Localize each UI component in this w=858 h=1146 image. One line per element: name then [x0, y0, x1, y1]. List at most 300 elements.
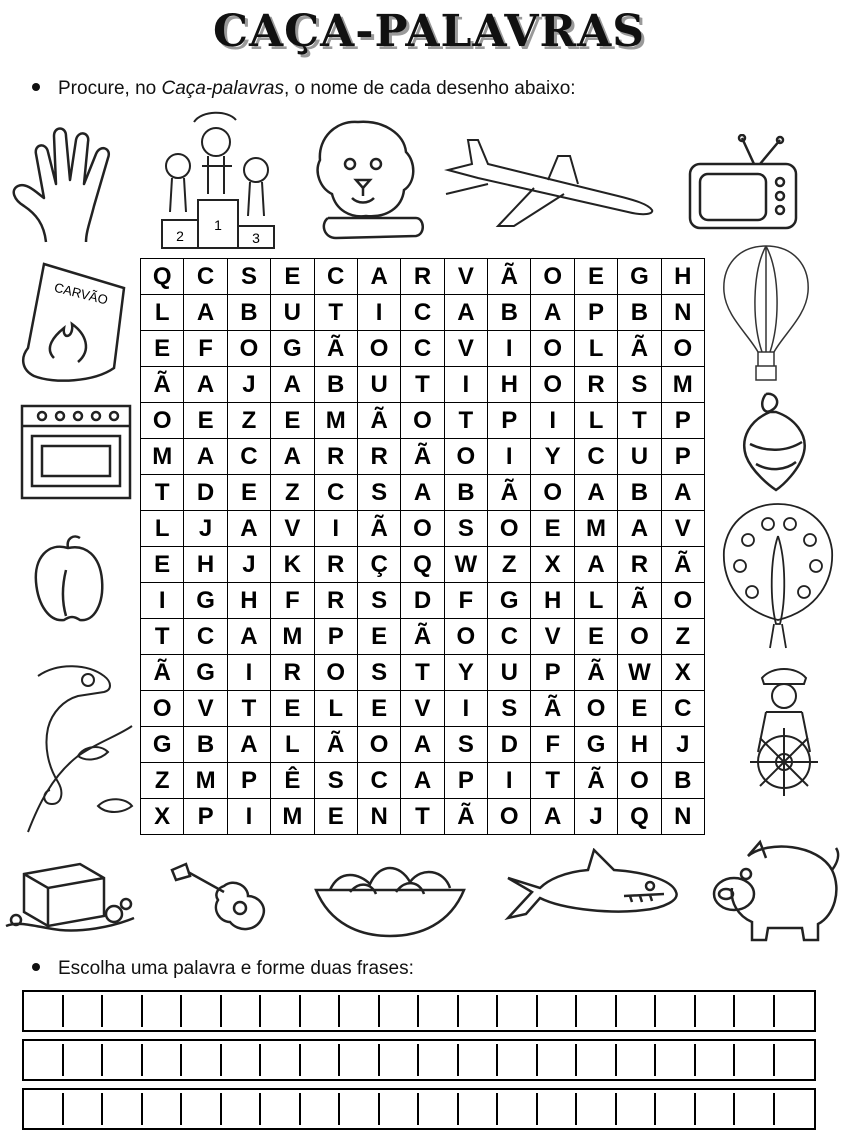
grid-cell: C: [488, 619, 531, 655]
writing-box[interactable]: [577, 1093, 617, 1125]
writing-box[interactable]: [459, 995, 499, 1027]
grid-cell: Y: [531, 439, 574, 475]
grid-cell: G: [184, 583, 227, 619]
grid-cell: J: [228, 547, 271, 583]
pasta-icon: [310, 854, 470, 938]
grid-cell: M: [662, 367, 705, 403]
podium-children-icon: [152, 108, 282, 250]
grid-cell: O: [228, 331, 271, 367]
grid-cell: O: [401, 403, 444, 439]
grid-cell: C: [184, 619, 227, 655]
spinning-top-icon: [736, 390, 810, 494]
grid-cell: Ã: [358, 403, 401, 439]
grid-cell: L: [315, 691, 358, 727]
writing-box[interactable]: [656, 1093, 696, 1125]
grid-cell: C: [662, 691, 705, 727]
grid-cell: S: [618, 367, 661, 403]
grid-cell: L: [575, 583, 618, 619]
grid-cell: E: [184, 403, 227, 439]
grid-cell: Ã: [488, 259, 531, 295]
grid-cell: V: [445, 331, 488, 367]
grid-cell: H: [488, 367, 531, 403]
grid-cell: Ã: [401, 619, 444, 655]
grid-cell: P: [228, 763, 271, 799]
grid-cell: Q: [401, 547, 444, 583]
grid-cell: A: [228, 511, 271, 547]
bell-pepper-icon: [30, 530, 108, 626]
grid-cell: A: [184, 295, 227, 331]
writing-box[interactable]: [419, 995, 459, 1027]
grid-cell: O: [618, 619, 661, 655]
grid-cell: U: [488, 655, 531, 691]
grid-cell: R: [618, 547, 661, 583]
writing-box[interactable]: [222, 1044, 262, 1076]
grid-cell: J: [662, 727, 705, 763]
grid-cell: Ç: [358, 547, 401, 583]
grid-cell: Z: [662, 619, 705, 655]
grid-cell: Ã: [575, 655, 618, 691]
writing-box[interactable]: [64, 1044, 104, 1076]
grid-cell: L: [575, 403, 618, 439]
grid-cell: C: [184, 259, 227, 295]
writing-box[interactable]: [538, 1044, 578, 1076]
grid-cell: G: [575, 727, 618, 763]
grid-cell: Ã: [531, 691, 574, 727]
writing-box[interactable]: [735, 995, 775, 1027]
grid-cell: A: [228, 727, 271, 763]
grid-cell: S: [358, 475, 401, 511]
writing-box[interactable]: [617, 1093, 657, 1125]
grid-cell: V: [184, 691, 227, 727]
grid-cell: H: [618, 727, 661, 763]
writing-box[interactable]: [340, 995, 380, 1027]
grid-cell: B: [315, 367, 358, 403]
soap-icon: [0, 856, 138, 936]
grid-cell: O: [531, 475, 574, 511]
writing-row-1[interactable]: [22, 990, 816, 1032]
airplane-icon: [438, 134, 658, 230]
pig-icon: [708, 836, 844, 942]
grid-cell: H: [662, 259, 705, 295]
instruction-sentences: [32, 958, 414, 980]
writing-box[interactable]: [64, 995, 104, 1027]
grid-cell: Z: [141, 763, 184, 799]
podium-label-3: 3: [252, 230, 260, 246]
writing-box[interactable]: [696, 1093, 736, 1125]
grid-cell: I: [445, 367, 488, 403]
writing-box[interactable]: [577, 995, 617, 1027]
grid-cell: R: [315, 439, 358, 475]
grid-cell: L: [141, 511, 184, 547]
grid-cell: O: [358, 727, 401, 763]
page-title: CAÇA-PALAVRAS: [212, 6, 646, 57]
writing-box[interactable]: [419, 1093, 459, 1125]
writing-box[interactable]: [538, 995, 578, 1027]
grid-cell: V: [401, 691, 444, 727]
writing-box[interactable]: [656, 1044, 696, 1076]
writing-box[interactable]: [696, 995, 736, 1027]
grid-cell: A: [531, 295, 574, 331]
grid-cell: O: [618, 763, 661, 799]
grid-cell: I: [315, 511, 358, 547]
grid-cell: E: [531, 511, 574, 547]
grid-cell: G: [271, 331, 314, 367]
writing-box[interactable]: [182, 995, 222, 1027]
grid-cell: S: [358, 583, 401, 619]
grid-cell: I: [228, 799, 271, 835]
grid-cell: P: [575, 295, 618, 331]
grid-cell: P: [184, 799, 227, 835]
grid-cell: N: [662, 295, 705, 331]
grid-cell: D: [401, 583, 444, 619]
word-search-grid: [140, 258, 705, 835]
grid-cell: A: [531, 799, 574, 835]
grid-cell: E: [358, 619, 401, 655]
grid-cell: Q: [141, 259, 184, 295]
grid-cell: S: [488, 691, 531, 727]
grid-cell: A: [184, 439, 227, 475]
grid-cell: I: [228, 655, 271, 691]
writing-box[interactable]: [24, 995, 64, 1027]
writing-box[interactable]: [301, 995, 341, 1027]
grid-cell: G: [488, 583, 531, 619]
grid-cell: O: [531, 331, 574, 367]
grid-cell: E: [618, 691, 661, 727]
writing-box[interactable]: [222, 1093, 262, 1125]
grid-cell: T: [315, 295, 358, 331]
grid-cell: O: [358, 331, 401, 367]
grid-cell: O: [662, 331, 705, 367]
writing-box[interactable]: [103, 1044, 143, 1076]
writing-box[interactable]: [301, 1044, 341, 1076]
grid-cell: A: [575, 547, 618, 583]
grid-cell: A: [271, 439, 314, 475]
grid-cell: B: [488, 295, 531, 331]
writing-box[interactable]: [24, 1093, 64, 1125]
grid-cell: A: [401, 763, 444, 799]
grid-cell: E: [141, 547, 184, 583]
grid-cell: F: [531, 727, 574, 763]
grid-cell: E: [228, 475, 271, 511]
writing-box[interactable]: [459, 1093, 499, 1125]
grid-cell: O: [445, 619, 488, 655]
grid-cell: S: [315, 763, 358, 799]
grid-cell: E: [271, 691, 314, 727]
grid-cell: E: [141, 331, 184, 367]
instruction-find: [32, 78, 576, 100]
grid-cell: O: [488, 799, 531, 835]
grid-cell: F: [271, 583, 314, 619]
writing-box[interactable]: [775, 995, 815, 1027]
grid-cell: Ã: [618, 583, 661, 619]
writing-box[interactable]: [103, 1093, 143, 1125]
grid-cell: T: [141, 475, 184, 511]
grid-cell: A: [271, 367, 314, 403]
instruction-find-emph: Caça-palavras: [161, 78, 284, 99]
grid-cell: L: [575, 331, 618, 367]
grid-cell: Z: [488, 547, 531, 583]
grid-cell: E: [575, 619, 618, 655]
grid-cell: T: [531, 763, 574, 799]
writing-box[interactable]: [340, 1093, 380, 1125]
grid-cell: J: [184, 511, 227, 547]
instruction-find-prefix: Procure, no: [58, 78, 162, 99]
grid-cell: O: [575, 691, 618, 727]
grid-cell: C: [575, 439, 618, 475]
grid-cell: H: [184, 547, 227, 583]
writing-box[interactable]: [143, 1093, 183, 1125]
writing-box[interactable]: [301, 1093, 341, 1125]
peacock-icon: [718, 500, 838, 652]
grid-cell: Z: [228, 403, 271, 439]
grid-cell: C: [401, 295, 444, 331]
writing-box[interactable]: [380, 1093, 420, 1125]
grid-cell: K: [271, 547, 314, 583]
writing-box[interactable]: [538, 1093, 578, 1125]
grid-cell: F: [184, 331, 227, 367]
writing-box[interactable]: [143, 995, 183, 1027]
grid-cell: S: [445, 511, 488, 547]
grid-cell: P: [315, 619, 358, 655]
grid-cell: Ã: [445, 799, 488, 835]
grid-cell: D: [184, 475, 227, 511]
grid-cell: V: [662, 511, 705, 547]
grid-cell: O: [445, 439, 488, 475]
grid-cell: O: [315, 655, 358, 691]
writing-row-2[interactable]: [22, 1039, 816, 1081]
grid-cell: T: [228, 691, 271, 727]
grid-cell: R: [315, 547, 358, 583]
grid-cell: O: [662, 583, 705, 619]
shark-icon: [504, 848, 688, 934]
writing-box[interactable]: [261, 1044, 301, 1076]
grid-cell: I: [141, 583, 184, 619]
grid-cell: P: [531, 655, 574, 691]
writing-box[interactable]: [696, 1044, 736, 1076]
lion-icon: [306, 114, 430, 242]
podium-label-2: 2: [176, 228, 184, 244]
grid-cell: I: [488, 439, 531, 475]
grid-cell: H: [531, 583, 574, 619]
grid-cell: J: [228, 367, 271, 403]
grid-cell: V: [445, 259, 488, 295]
grid-cell: O: [531, 367, 574, 403]
grid-cell: T: [141, 619, 184, 655]
grid-cell: B: [228, 295, 271, 331]
writing-box[interactable]: [64, 1093, 104, 1125]
grid-cell: L: [141, 295, 184, 331]
grid-cell: X: [531, 547, 574, 583]
grid-cell: M: [271, 619, 314, 655]
grid-cell: M: [315, 403, 358, 439]
grid-cell: P: [662, 439, 705, 475]
grid-cell: H: [228, 583, 271, 619]
grid-cell: T: [401, 655, 444, 691]
writing-box[interactable]: [419, 1044, 459, 1076]
grid-cell: S: [445, 727, 488, 763]
writing-box[interactable]: [498, 1044, 538, 1076]
grid-cell: M: [184, 763, 227, 799]
grid-cell: A: [401, 475, 444, 511]
writing-row-3[interactable]: [22, 1088, 816, 1130]
grid-cell: Y: [445, 655, 488, 691]
guitar-icon: [168, 856, 272, 936]
grid-cell: R: [575, 367, 618, 403]
instruction-find-suffix: , o nome de cada desenho abaixo:: [284, 78, 576, 99]
grid-cell: Ã: [141, 367, 184, 403]
writing-box[interactable]: [261, 995, 301, 1027]
grid-cell: L: [271, 727, 314, 763]
grid-cell: I: [488, 763, 531, 799]
grid-cell: C: [401, 331, 444, 367]
coal-bag-label: CARVÃO: [52, 279, 110, 308]
grid-cell: Ã: [618, 331, 661, 367]
writing-box[interactable]: [222, 995, 262, 1027]
grid-cell: Ã: [358, 511, 401, 547]
grid-cell: A: [575, 475, 618, 511]
writing-box[interactable]: [617, 995, 657, 1027]
grid-cell: R: [401, 259, 444, 295]
grid-cell: P: [488, 403, 531, 439]
grid-cell: P: [662, 403, 705, 439]
writing-box[interactable]: [103, 995, 143, 1027]
grid-cell: G: [618, 259, 661, 295]
bullet-icon: [32, 963, 40, 971]
writing-box[interactable]: [656, 995, 696, 1027]
grid-cell: I: [488, 331, 531, 367]
grid-cell: X: [141, 799, 184, 835]
grid-cell: A: [228, 619, 271, 655]
grid-cell: A: [445, 295, 488, 331]
grid-cell: R: [271, 655, 314, 691]
grid-cell: B: [618, 475, 661, 511]
grid-cell: A: [401, 727, 444, 763]
grid-cell: Ã: [488, 475, 531, 511]
grid-cell: G: [141, 727, 184, 763]
grid-cell: O: [401, 511, 444, 547]
writing-box[interactable]: [340, 1044, 380, 1076]
grid-cell: I: [358, 295, 401, 331]
grid-cell: A: [662, 475, 705, 511]
writing-box[interactable]: [143, 1044, 183, 1076]
grid-cell: V: [271, 511, 314, 547]
grid-cell: A: [618, 511, 661, 547]
writing-box[interactable]: [735, 1044, 775, 1076]
grid-cell: J: [575, 799, 618, 835]
grid-cell: T: [401, 799, 444, 835]
podium-label-1: 1: [214, 217, 222, 233]
grid-cell: F: [445, 583, 488, 619]
writing-box[interactable]: [617, 1044, 657, 1076]
writing-box[interactable]: [380, 995, 420, 1027]
grid-cell: Ã: [315, 727, 358, 763]
stove-icon: [18, 402, 134, 506]
grid-cell: Q: [618, 799, 661, 835]
grid-cell: E: [271, 259, 314, 295]
grid-cell: M: [141, 439, 184, 475]
grid-cell: C: [315, 475, 358, 511]
grid-cell: E: [575, 259, 618, 295]
grid-cell: E: [271, 403, 314, 439]
captain-icon: [736, 662, 832, 800]
grid-cell: T: [401, 367, 444, 403]
grid-cell: Z: [271, 475, 314, 511]
grid-cell: E: [315, 799, 358, 835]
grid-cell: R: [358, 439, 401, 475]
grid-cell: I: [445, 691, 488, 727]
writing-box[interactable]: [498, 995, 538, 1027]
grid-cell: C: [315, 259, 358, 295]
grid-cell: A: [358, 259, 401, 295]
grid-cell: C: [358, 763, 401, 799]
grid-cell: M: [575, 511, 618, 547]
grid-cell: Ã: [662, 547, 705, 583]
grid-cell: D: [488, 727, 531, 763]
grid-cell: V: [531, 619, 574, 655]
grid-cell: B: [618, 295, 661, 331]
grid-cell: Ã: [575, 763, 618, 799]
writing-box[interactable]: [182, 1044, 222, 1076]
grid-cell: R: [315, 583, 358, 619]
grid-cell: Ã: [401, 439, 444, 475]
hot-air-balloon-icon: [718, 242, 814, 384]
grid-cell: Ã: [315, 331, 358, 367]
grid-cell: X: [662, 655, 705, 691]
writing-box[interactable]: [261, 1093, 301, 1125]
bullet-icon: [32, 83, 40, 91]
writing-box[interactable]: [182, 1093, 222, 1125]
grid-cell: S: [358, 655, 401, 691]
grid-cell: A: [184, 367, 227, 403]
grid-cell: C: [228, 439, 271, 475]
writing-box[interactable]: [577, 1044, 617, 1076]
writing-box[interactable]: [775, 1093, 815, 1125]
chameleon-icon: [8, 656, 134, 836]
grid-cell: N: [358, 799, 401, 835]
grid-cell: Ã: [141, 655, 184, 691]
coal-bag-icon: [14, 258, 134, 386]
writing-box[interactable]: [498, 1093, 538, 1125]
grid-cell: U: [618, 439, 661, 475]
writing-box[interactable]: [24, 1044, 64, 1076]
grid-cell: O: [141, 403, 184, 439]
writing-box[interactable]: [380, 1044, 420, 1076]
grid-cell: W: [445, 547, 488, 583]
grid-cell: O: [141, 691, 184, 727]
grid-cell: E: [358, 691, 401, 727]
grid-cell: T: [618, 403, 661, 439]
writing-box[interactable]: [735, 1093, 775, 1125]
grid-cell: B: [445, 475, 488, 511]
grid-cell: Ê: [271, 763, 314, 799]
television-icon: [684, 134, 804, 234]
grid-cell: O: [488, 511, 531, 547]
grid-cell: M: [271, 799, 314, 835]
grid-cell: N: [662, 799, 705, 835]
grid-cell: B: [184, 727, 227, 763]
grid-cell: U: [271, 295, 314, 331]
hand-icon: [6, 114, 132, 244]
writing-box[interactable]: [775, 1044, 815, 1076]
grid-cell: I: [531, 403, 574, 439]
instruction-sentences-text: Escolha uma palavra e forme duas frases:: [58, 958, 414, 979]
grid-cell: G: [184, 655, 227, 691]
grid-cell: B: [662, 763, 705, 799]
grid-cell: U: [358, 367, 401, 403]
writing-box[interactable]: [459, 1044, 499, 1076]
grid-cell: W: [618, 655, 661, 691]
grid-cell: P: [445, 763, 488, 799]
